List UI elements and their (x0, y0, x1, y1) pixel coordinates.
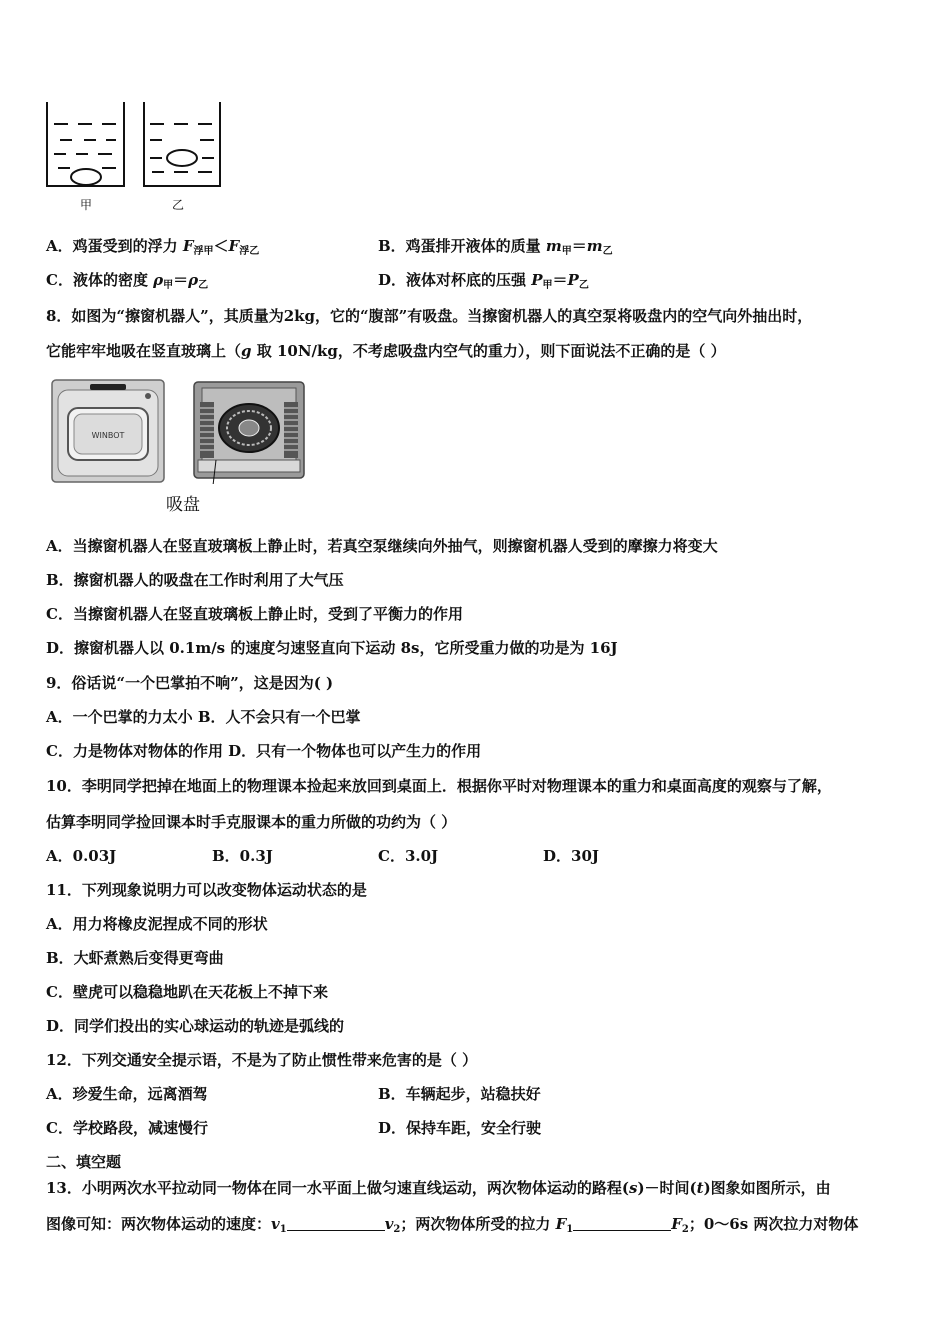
egg-right (167, 150, 197, 166)
q11-option-a: A．用力将橡皮泥捏成不同的形状 (46, 915, 268, 933)
q8-option-a: A．当擦窗机器人在竖直玻璃板上静止时，若真空泵继续向外抽气，则擦窗机器人受到的摩擦力将变大 (46, 537, 718, 555)
q7-option-a: A．鸡蛋受到的浮力 $F_{浮甲}<F_{浮乙}$ (46, 237, 260, 257)
q12-stem: 12．下列交通安全提示语，不是为了防止惯性带来危害的是（ ） (46, 1051, 478, 1069)
robot-figure-front (50, 378, 166, 484)
q12-option-a: A．珍爱生命，远离酒驾 (46, 1085, 208, 1103)
q8-option-c: C．当擦窗机器人在竖直玻璃板上静止时，受到了平衡力的作用 (46, 605, 463, 623)
q11-option-c: C．壁虎可以稳稳地趴在天花板上不掉下来 (46, 983, 328, 1001)
robot-brand-text: WINBOT (91, 431, 125, 440)
q12-option-c: C．学校路段，减速慢行 (46, 1119, 208, 1137)
q10-stem-line1: 10．李明同学把掉在地面上的物理课本捡起来放回到桌面上．根据你平时对物理课本的重力和桌面高度的观察与了解， (46, 777, 832, 795)
q10-option-c: C．3.0J (378, 847, 439, 865)
q7-option-c: C．液体的密度 $\rho_甲=\rho_乙$ (46, 271, 209, 291)
q7-option-d: D．液体对杯底的压强 $P_甲=P_乙$ (378, 271, 589, 291)
q8-option-b: B．擦窗机器人的吸盘在工作时利用了大气压 (46, 571, 344, 589)
q11-stem: 11．下列现象说明力可以改变物体运动状态的是 (46, 881, 367, 899)
q10-option-a: A．0.03J (46, 847, 117, 865)
q10-option-b: B．0.3J (212, 847, 273, 865)
q10-stem-line2: 估算李明同学捡回课本时手克服课本的重力所做的功约为（ ） (46, 813, 457, 831)
q8-stem-line1: 8．如图为“擦窗机器人”，其质量为2kg，它的“腹部”有吸盘。当擦窗机器人的真空泵将吸盘内的空气向外抽出时， (46, 307, 813, 325)
q9-stem: 9．俗话说“一个巴掌拍不响”，这是因为( ) (46, 674, 334, 692)
q10-option-d: D．30J (543, 847, 599, 865)
q13-stem-line2: 图像可知：两次物体运动的速度：$v_1$ $v_2$；两次物体所受的拉力 $F_1$ $F_2$；0～6s 两次拉力对物体 (46, 1215, 859, 1235)
q11-option-b: B．大虾煮熟后变得更弯曲 (46, 949, 224, 967)
beaker-left (47, 102, 124, 186)
beakers-figure (40, 98, 225, 216)
beaker-label-left: 甲 (80, 198, 93, 212)
answer-blank-force[interactable] (573, 1216, 671, 1231)
q8-stem-line2: 它能牢牢地吸在竖直玻璃上（g 取 10N/kg，不考虑吸盘内空气的重力），则下面说法不正确的是（ ） (46, 342, 726, 360)
q12-option-d: D．保持车距，安全行驶 (378, 1119, 542, 1137)
section-title-fill-in: 二、填空题 (46, 1153, 122, 1171)
q9-options-cd: C．力是物体对物体的作用 D．只有一个物体也可以产生力的作用 (46, 742, 482, 760)
egg-left (71, 169, 101, 185)
q8-option-d: D．擦窗机器人以 0.1m/s 的速度匀速竖直向下运动 8s，它所受重力做的功是为 16J (46, 639, 618, 657)
q11-option-d: D．同学们投出的实心球运动的轨迹是弧线的 (46, 1017, 345, 1035)
q13-stem-line1: 13．小明两次水平拉动同一物体在同一水平面上做匀速直线运动，两次物体运动的路程(s)－时间(t)图象如图所示，由 (46, 1179, 831, 1197)
q7-option-b: B．鸡蛋排开液体的质量 $m_甲=m_乙$ (378, 237, 613, 257)
suction-cup-label: 吸盘 (166, 495, 200, 515)
beaker-right (144, 102, 220, 186)
beaker-label-right: 乙 (172, 198, 185, 212)
robot-figure-bottom (190, 378, 308, 484)
q12-option-b: B．车辆起步，站稳扶好 (378, 1085, 541, 1103)
q9-options-ab: A．一个巴掌的力太小 B．人不会只有一个巴掌 (46, 708, 361, 726)
answer-blank-velocity[interactable] (287, 1216, 385, 1231)
